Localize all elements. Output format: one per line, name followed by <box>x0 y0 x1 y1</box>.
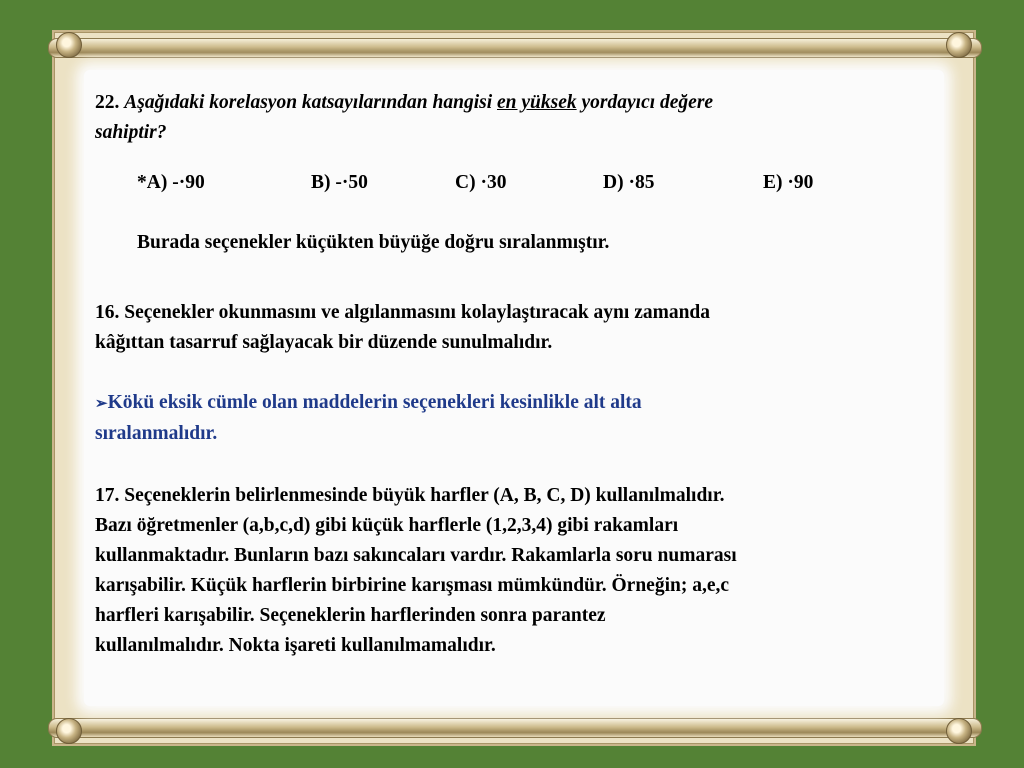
question-text: Aşağıdaki korelasyon katsayılarından hangisi <box>124 92 493 113</box>
scroll-bottom-rod <box>48 718 982 738</box>
item-16-line1: 16. Seçenekler okunmasını ve algılanmasını kolaylaştıracak aynı zamanda <box>95 302 711 323</box>
item-17-line3: kullanmaktadır. Bunların bazı sakıncaları vardır. Rakamlarla soru numarası <box>95 545 737 566</box>
question-22-line1 <box>95 88 945 118</box>
question-number: 22. <box>95 92 120 113</box>
item-17-line6: kullanılmalıdır. Nokta işareti kullanılmamalıdır. <box>95 635 496 656</box>
item-17-line2: Bazı öğretmenler (a,b,c,d) gibi küçük harflerle (1,2,3,4) gibi rakamları <box>95 515 679 536</box>
item-17-line1: 17. Seçeneklerin belirlenmesinde büyük harfler (A, B, C, D) kullanılmalıdır. <box>95 485 725 506</box>
bullet-line2: sıralanmalıdır. <box>95 423 218 444</box>
question-22-line2: sahiptir? <box>95 122 167 143</box>
option-order-note: Burada seçenekler küçükten büyüğe doğru sıralanmıştır. <box>137 232 610 253</box>
option-e: E) ·90 <box>763 172 814 193</box>
scroll-curl-bottom-right <box>946 718 972 744</box>
item-17-line4: karışabilir. Küçük harflerin birbirine karışması mümkündür. Örneğin; a,e,c <box>95 575 730 596</box>
option-d: D) ·85 <box>603 172 655 193</box>
scroll-curl-top-left <box>56 32 82 58</box>
arrow-bullet-icon: ➢ <box>95 396 108 412</box>
question-underlined-text: en yüksek <box>497 92 577 113</box>
scroll-curl-bottom-left <box>56 718 82 744</box>
bullet-line1 <box>95 388 945 419</box>
option-c: C) ·30 <box>455 172 507 193</box>
answer-options <box>95 168 945 198</box>
bullet-text: Kökü eksik cümle olan maddelerin seçenekleri kesinlikle alt alta <box>107 392 642 413</box>
slide-content <box>95 88 945 661</box>
item-17-line5: harfleri karışabilir. Seçeneklerin harflerinden sonra parantez <box>95 605 606 626</box>
item-16-line2: kâğıttan tasarruf sağlayacak bir düzende sunulmalıdır. <box>95 332 553 353</box>
question-text-end: yordayıcı değere <box>581 92 714 113</box>
scroll-top-rod <box>48 38 982 58</box>
option-a: *A) -·90 <box>137 172 205 193</box>
option-b: B) -·50 <box>311 172 368 193</box>
scroll-curl-top-right <box>946 32 972 58</box>
